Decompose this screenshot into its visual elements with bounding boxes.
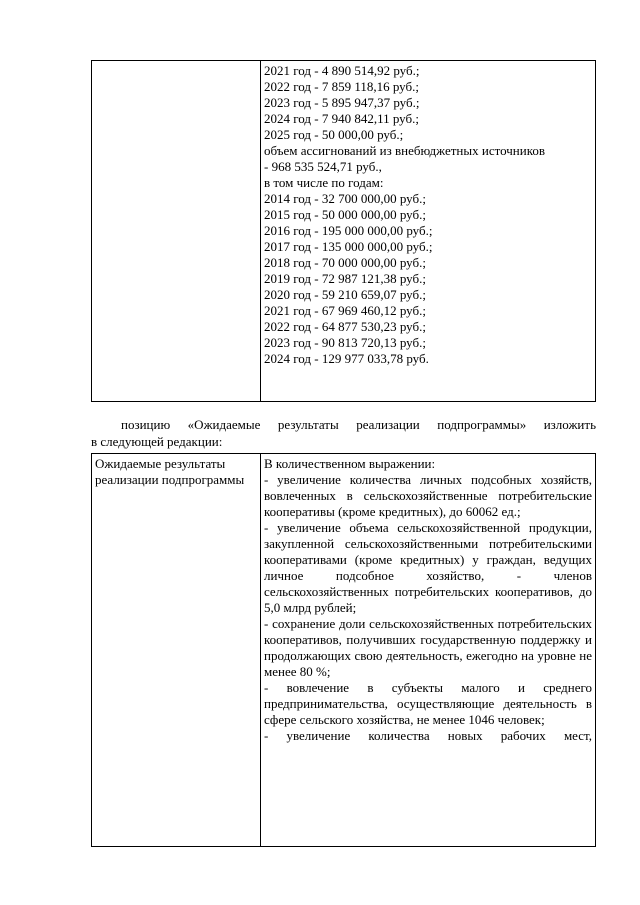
financing-table (91, 60, 596, 402)
financing-line: 2022 год - 7 859 118,16 руб.; (264, 79, 419, 94)
financing-line: 2018 год - 70 000 000,00 руб.; (264, 255, 426, 270)
paragraph-line: в следующей редакции: (91, 434, 223, 449)
result-item: - сохранение доли сельскохозяйственных потребительских кооперативов, получивших государственную поддержку и продолжающих свою деятельность, ежегодно на уровне не менее 80 %; (264, 616, 592, 679)
result-item: - вовлечение в субъекты малого и среднего предпринимательства, осуществляющие деятельность в сфере сельского хозяйства, не менее 1046 человек; (264, 680, 592, 727)
amendment-paragraph (91, 416, 596, 450)
financing-line: - 968 535 524,71 руб., (264, 159, 382, 174)
table-cell-label (92, 61, 261, 402)
financing-line: в том числе по годам: (264, 175, 384, 190)
table-row (92, 61, 596, 402)
results-heading: В количественном выражении: (264, 456, 436, 471)
result-item: - увеличение количества новых рабочих мест, (264, 728, 592, 743)
financing-line: 2023 год - 5 895 947,37 руб.; (264, 95, 420, 110)
table-cell-results (261, 454, 596, 847)
financing-line: 2016 год - 195 000 000,00 руб.; (264, 223, 433, 238)
financing-line: 2014 год - 32 700 000,00 руб.; (264, 191, 426, 206)
financing-line: 2024 год - 129 977 033,78 руб. (264, 351, 429, 366)
table-cell-label: Ожидаемые результаты реализации подпрограммы (92, 454, 261, 847)
financing-line: 2024 год - 7 940 842,11 руб.; (264, 111, 419, 126)
table-cell-values (261, 61, 596, 402)
financing-line: 2019 год - 72 987 121,38 руб.; (264, 271, 426, 286)
financing-line: 2020 год - 59 210 659,07 руб.; (264, 287, 426, 302)
financing-line: 2021 год - 4 890 514,92 руб.; (264, 63, 420, 78)
table-row (92, 454, 596, 847)
result-item: - увеличение объема сельскохозяйственной продукции, закупленной сельскохозяйственными потребительскими кооперативами (кроме кредитных) у граждан, ведущих личное подсобное хозяйство, - членов сельскохозяйственных потребительских кооперативов, до 5,0 млрд рублей; (264, 520, 592, 615)
financing-line: 2025 год - 50 000,00 руб.; (264, 127, 404, 142)
financing-line: 2022 год - 64 877 530,23 руб.; (264, 319, 426, 334)
financing-line: 2021 год - 67 969 460,12 руб.; (264, 303, 426, 318)
financing-line: 2015 год - 50 000 000,00 руб.; (264, 207, 426, 222)
paragraph-line: позицию «Ожидаемые результаты реализации подпрограммы» изложить (121, 417, 596, 432)
financing-line: объем ассигнований из внебюджетных источников (264, 143, 546, 158)
result-item: - увеличение количества личных подсобных хозяйств, вовлеченных в сельскохозяйственные потребительские кооперативы (кроме кредитных), до 60062 ед.; (264, 472, 592, 519)
expected-results-table (91, 453, 596, 847)
financing-line: 2017 год - 135 000 000,00 руб.; (264, 239, 433, 254)
financing-line: 2023 год - 90 813 720,13 руб.; (264, 335, 426, 350)
